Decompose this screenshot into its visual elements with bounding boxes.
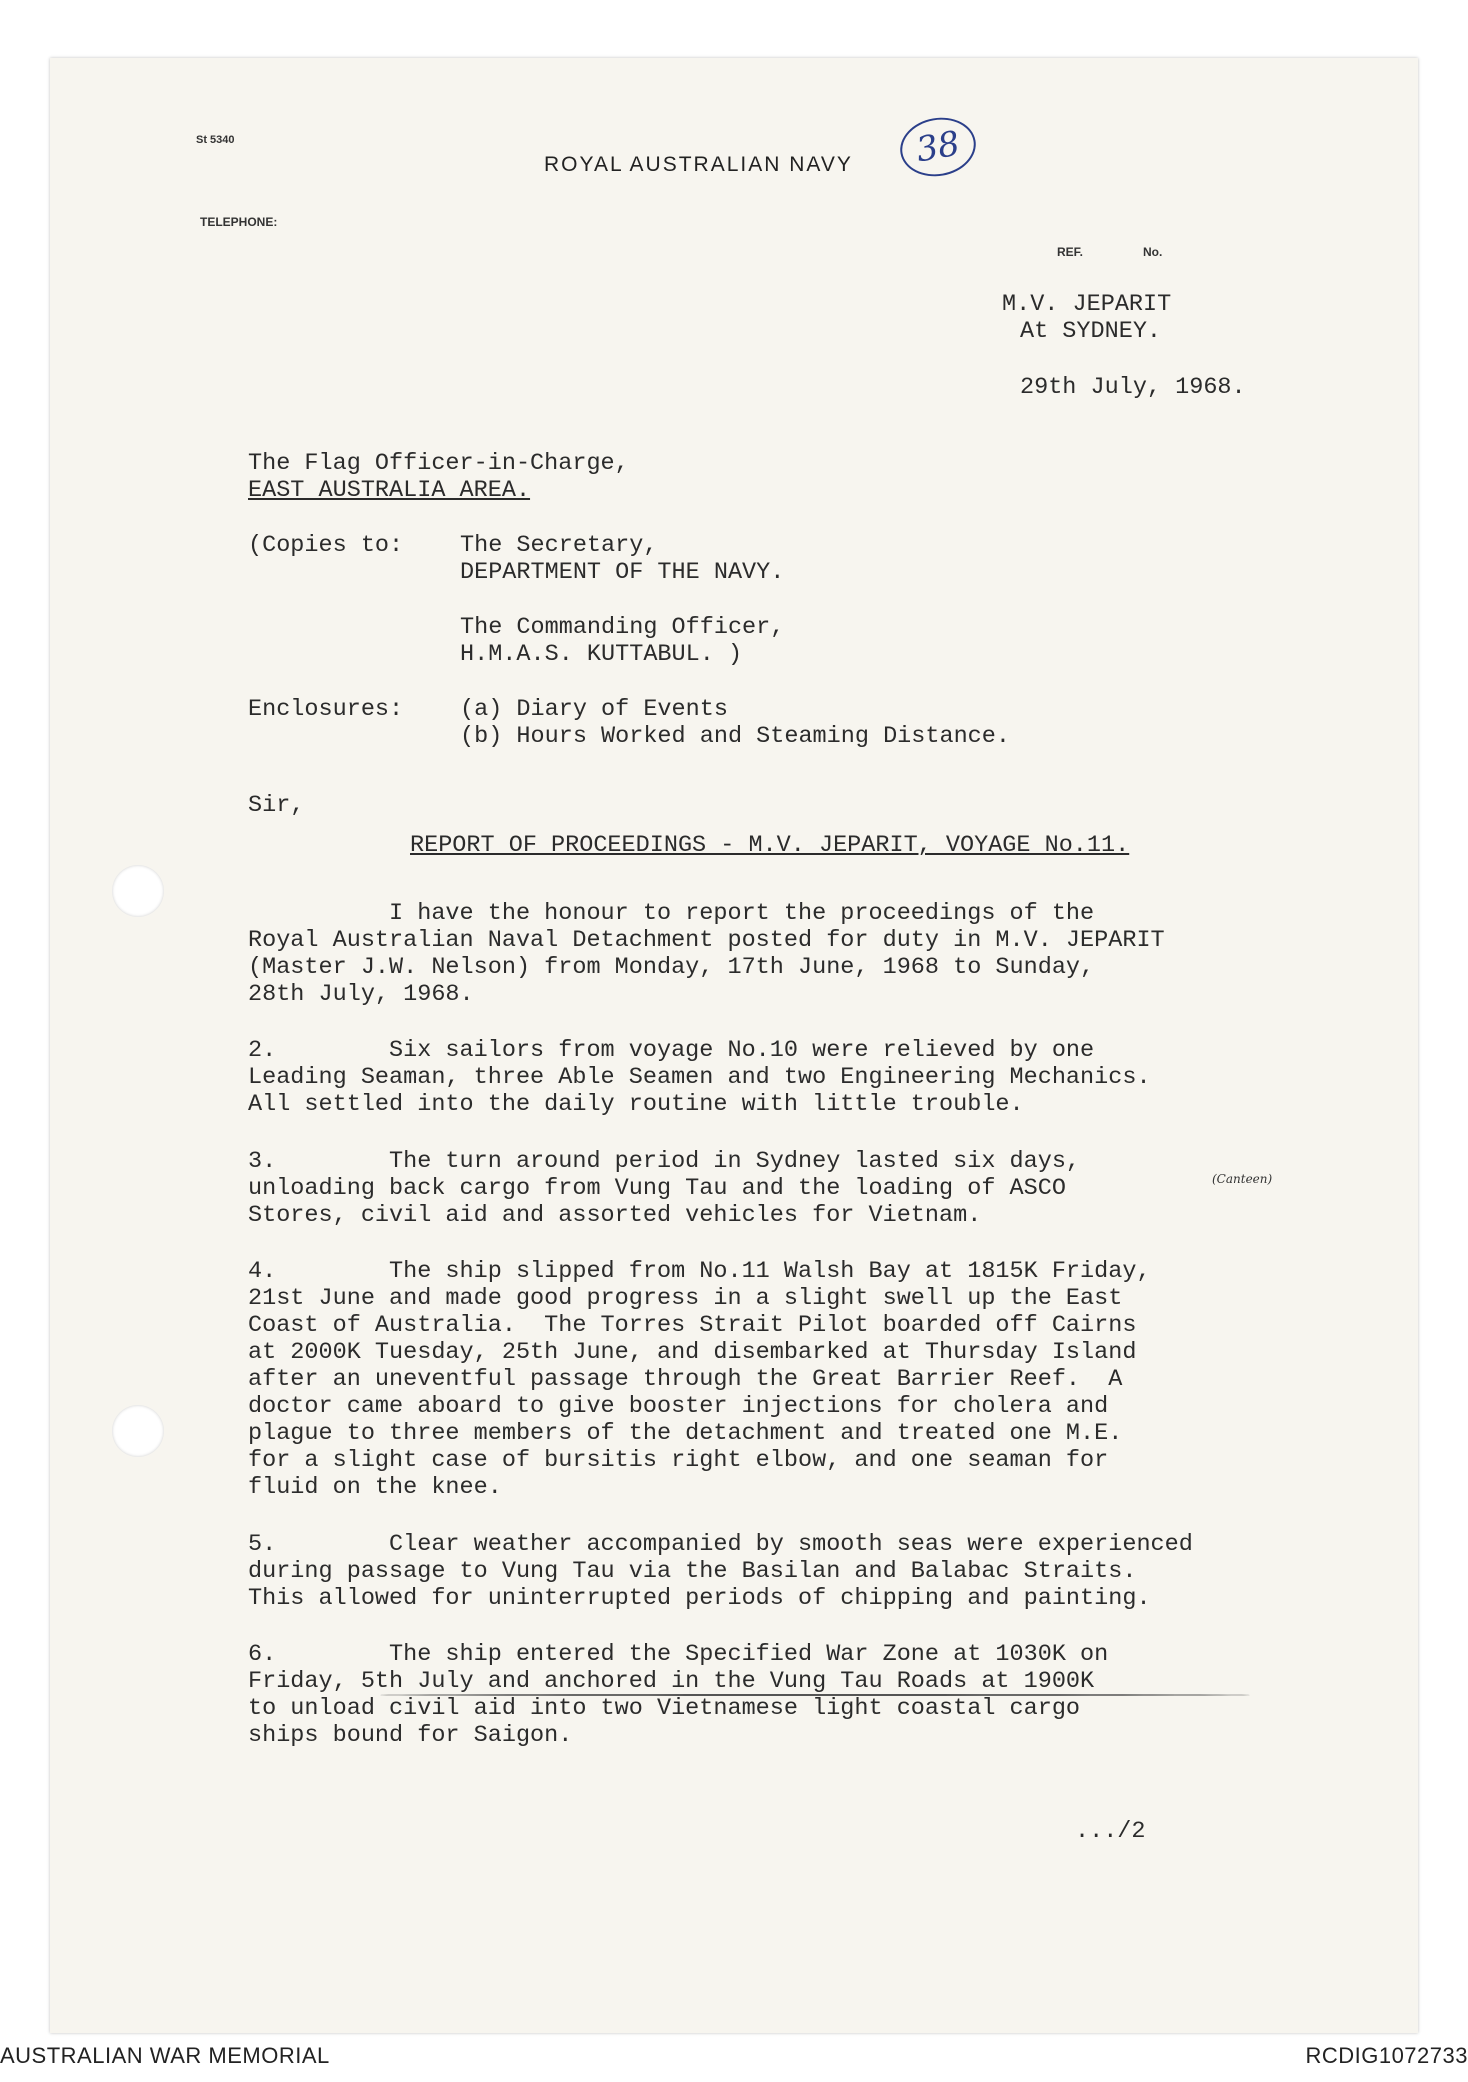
- form-code: St 5340: [196, 134, 235, 146]
- paragraph-3-line: Stores, civil aid and assorted vehicles for Vietnam.: [248, 1202, 982, 1229]
- paragraph-4-line: at 2000K Tuesday, 25th June, and disembarked at Thursday Island: [248, 1339, 1137, 1366]
- sender-location: At SYDNEY.: [1020, 318, 1162, 345]
- paragraph-4-line: doctor came aboard to give booster injections for cholera and: [248, 1393, 1109, 1420]
- footer-record-id: RCDIG1072733: [1305, 2043, 1468, 2068]
- paragraph-6-line: to unload civil aid into two Vietnamese light coastal cargo: [248, 1695, 1081, 1722]
- paragraph-3-line: unloading back cargo from Vung Tau and the loading of ASCO: [248, 1175, 1066, 1202]
- paragraph-2-line: All settled into the daily routine with little trouble.: [248, 1091, 1024, 1118]
- paragraph-6-line: Friday, 5th July and anchored in the Vung Tau Roads at 1900K: [248, 1668, 1095, 1695]
- paragraph-4-line: plague to three members of the detachment and treated one M.E.: [248, 1420, 1123, 1447]
- report-subject: REPORT OF PROCEEDINGS - M.V. JEPARIT, VOYAGE No.11.: [410, 832, 1130, 859]
- paragraph-3-line: 3. The turn around period in Sydney lasted six days,: [248, 1148, 1081, 1175]
- paragraph-1-line: Royal Australian Naval Detachment posted for duty in M.V. JEPARIT: [248, 927, 1165, 954]
- enclosures-label: Enclosures:: [248, 696, 404, 723]
- letterhead-title: ROYAL AUSTRALIAN NAVY: [544, 153, 853, 176]
- copy-recipient-2-line-1: The Commanding Officer,: [460, 614, 785, 641]
- footer-source: AUSTRALIAN WAR MEMORIAL: [0, 2043, 330, 2068]
- paragraph-6-line: ships bound for Saigon.: [248, 1722, 573, 1749]
- paragraph-1-line: (Master J.W. Nelson) from Monday, 17th June, 1968 to Sunday,: [248, 954, 1095, 981]
- ref-number-label: No.: [1143, 245, 1163, 259]
- paragraph-4-line: 21st June and made good progress in a slight swell up the East: [248, 1285, 1123, 1312]
- punch-hole: [112, 1405, 164, 1457]
- paragraph-6-line: 6. The ship entered the Specified War Zone at 1030K on: [248, 1641, 1109, 1668]
- continuation-marker: .../2: [1075, 1818, 1146, 1845]
- copies-label: (Copies to:: [248, 532, 404, 559]
- paragraph-1-line: I have the honour to report the proceedings of the: [248, 900, 1095, 927]
- paragraph-5-line: during passage to Vung Tau via the Basilan and Balabac Straits.: [248, 1558, 1137, 1585]
- paragraph-4-line: fluid on the knee.: [248, 1474, 502, 1501]
- telephone-label: TELEPHONE:: [200, 215, 278, 229]
- ref-label: REF.: [1057, 245, 1084, 259]
- paragraph-4-line: for a slight case of bursitis right elbow, and one seaman for: [248, 1447, 1109, 1474]
- copy-recipient-2-line-2: H.M.A.S. KUTTABUL. ): [460, 641, 743, 668]
- paragraph-2-line: Leading Seaman, three Able Seamen and two Engineering Mechanics.: [248, 1064, 1151, 1091]
- paragraph-2-line: 2. Six sailors from voyage No.10 were relieved by one: [248, 1037, 1095, 1064]
- paragraph-4-line: after an uneventful passage through the Great Barrier Reef. A: [248, 1366, 1123, 1393]
- copy-recipient-1-line-2: DEPARTMENT OF THE NAVY.: [460, 559, 785, 586]
- enclosure-item: (b) Hours Worked and Steaming Distance.: [460, 723, 1010, 750]
- salutation: Sir,: [248, 792, 305, 819]
- sender-ship: M.V. JEPARIT: [1002, 291, 1172, 318]
- paragraph-4-line: Coast of Australia. The Torres Strait Pilot boarded off Cairns: [248, 1312, 1137, 1339]
- letter-date: 29th July, 1968.: [1020, 374, 1246, 401]
- addressee-line-1: The Flag Officer-in-Charge,: [248, 450, 629, 477]
- paragraph-5-line: 5. Clear weather accompanied by smooth seas were experienced: [248, 1531, 1193, 1558]
- addressee-line-2: EAST AUSTRALIA AREA.: [248, 477, 531, 504]
- paragraph-1-line: 28th July, 1968.: [248, 981, 474, 1008]
- paragraph-4-line: 4. The ship slipped from No.11 Walsh Bay at 1815K Friday,: [248, 1258, 1151, 1285]
- copy-recipient-1-line-1: The Secretary,: [460, 532, 658, 559]
- enclosure-item: (a) Diary of Events: [460, 696, 728, 723]
- handwritten-annotation: (Canteen): [1212, 1172, 1273, 1186]
- folio-number: 38: [896, 112, 981, 182]
- punch-hole: [112, 865, 164, 917]
- paragraph-5-line: This allowed for uninterrupted periods of chipping and painting.: [248, 1585, 1151, 1612]
